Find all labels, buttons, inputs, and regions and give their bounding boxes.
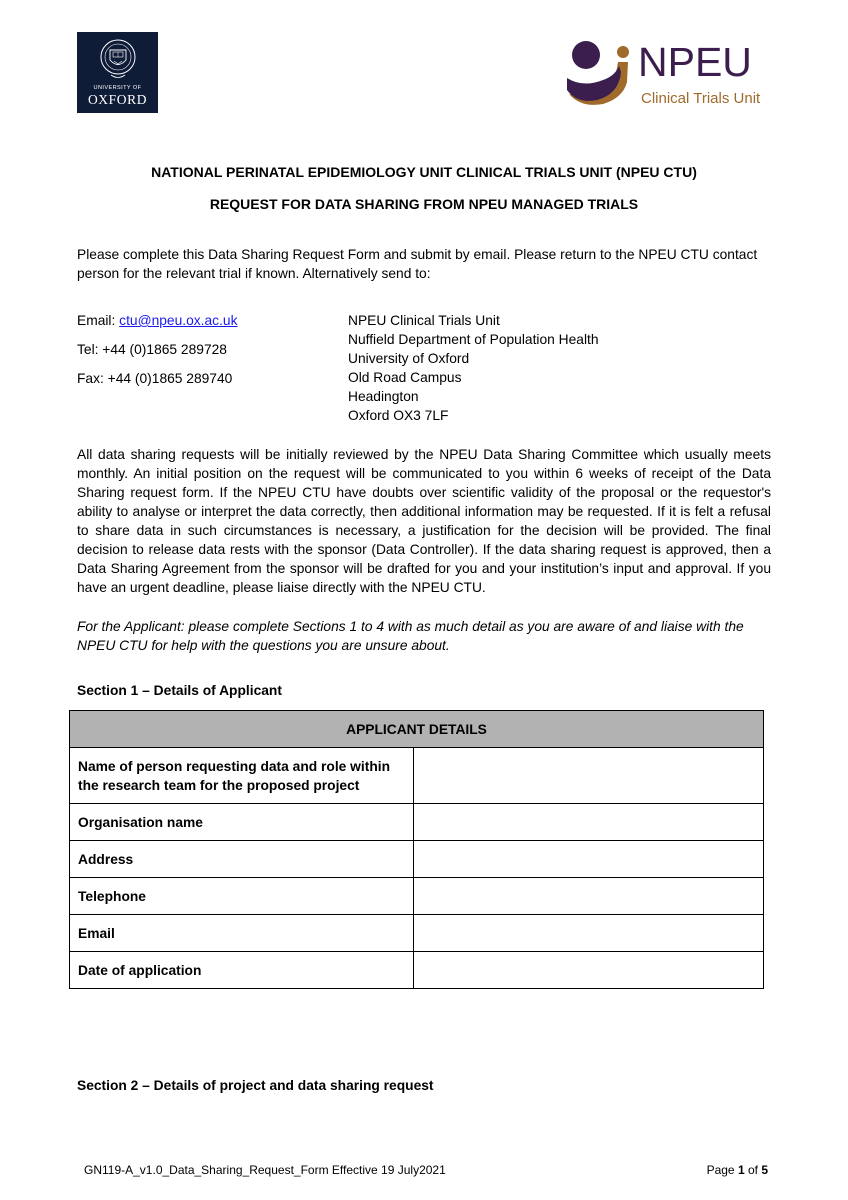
contact-details bbox=[77, 311, 238, 398]
table-row bbox=[70, 952, 764, 989]
row-label: Date of application bbox=[70, 952, 414, 989]
row-label: Organisation name bbox=[70, 804, 414, 841]
email-line bbox=[77, 311, 238, 340]
page-total: 5 bbox=[761, 1163, 768, 1177]
page-of: of bbox=[744, 1163, 762, 1177]
section1-heading: Section 1 – Details of Applicant bbox=[77, 683, 282, 698]
row-label: Address bbox=[70, 841, 414, 878]
npeu-logo-subtitle: Clinical Trials Unit bbox=[641, 90, 761, 107]
address-line: Nuffield Department of Population Health bbox=[348, 332, 599, 347]
name-role-field[interactable] bbox=[414, 748, 764, 804]
row-label: Email bbox=[70, 915, 414, 952]
footer-document-id: GN119-A_v1.0_Data_Sharing_Request_Form Effective 19 July2021 bbox=[84, 1163, 446, 1177]
oxford-logo-line2: OXFORD bbox=[87, 92, 148, 107]
page-current: 1 bbox=[737, 1163, 745, 1177]
npeu-logo-name: NPEU bbox=[638, 39, 752, 85]
address-field[interactable] bbox=[414, 841, 764, 878]
organisation-field[interactable] bbox=[414, 804, 764, 841]
section2-heading: Section 2 – Details of project and data sharing request bbox=[77, 1078, 434, 1093]
row-label: Telephone bbox=[70, 878, 414, 915]
email-link[interactable]: ctu@npeu.ox.ac.uk bbox=[119, 313, 238, 328]
npeu-logo bbox=[563, 38, 763, 110]
date-field[interactable] bbox=[414, 952, 764, 989]
table-row bbox=[70, 915, 764, 952]
row-label: Name of person requesting data and role within the research team for the proposed project bbox=[70, 748, 414, 804]
fax-line: Fax: +44 (0)1865 289740 bbox=[77, 371, 233, 386]
table-row bbox=[70, 804, 764, 841]
policy-paragraph: All data sharing requests will be initially reviewed by the NPEU Data Sharing Committee which usually meets monthly. An initial position on the request will be communicated to you within 6 weeks of receipt of the Data Sharing request form. If the NPEU CTU have doubts over scientific validity of the proposal or the requestor's ability to analyse or interpret the data correctly, then additional information may be requested. If it is felt a refusal to share data in such circumstances is necessary, a justification for the decision will be provided. The final decision to release data rests with the sponsor (Data Controller). If the data sharing request is approved, then a Data Sharing Agreement from the sponsor will be drafted for you and your institution’s input and approval. If you have an urgent deadline, please liaise directly with the NPEU CTU. bbox=[77, 447, 771, 595]
document-title: NATIONAL PERINATAL EPIDEMIOLOGY UNIT CLINICAL TRIALS UNIT (NPEU CTU) bbox=[151, 164, 697, 180]
email-label: Email: bbox=[77, 313, 120, 328]
address-line: University of Oxford bbox=[348, 351, 470, 366]
document-subtitle: REQUEST FOR DATA SHARING FROM NPEU MANAGED TRIALS bbox=[209, 196, 639, 212]
telephone-field[interactable] bbox=[414, 878, 764, 915]
page-prefix: Page bbox=[706, 1163, 738, 1177]
tel-line: Tel: +44 (0)1865 289728 bbox=[77, 342, 227, 357]
address-line: Headington bbox=[348, 389, 419, 404]
address-line: Old Road Campus bbox=[348, 370, 462, 385]
address-line: NPEU Clinical Trials Unit bbox=[348, 313, 500, 328]
oxford-logo-line1: UNIVERSITY OF bbox=[93, 85, 142, 91]
applicant-details-table bbox=[69, 710, 764, 989]
footer-page-number bbox=[707, 1163, 768, 1177]
npeu-people-icon bbox=[563, 38, 635, 108]
table-row bbox=[70, 841, 764, 878]
oxford-logo bbox=[77, 32, 158, 113]
address-line: Oxford OX3 7LF bbox=[348, 408, 449, 423]
table-row bbox=[70, 748, 764, 804]
email-field[interactable] bbox=[414, 915, 764, 952]
table-header: APPLICANT DETAILS bbox=[70, 711, 764, 748]
applicant-note: For the Applicant: please complete Sections 1 to 4 with as much detail as you are aware of and liaise with the NPEU CTU for help with the questions you are unsure about. bbox=[77, 619, 744, 653]
table-row bbox=[70, 878, 764, 915]
oxford-crest-icon bbox=[99, 38, 137, 82]
intro-paragraph: Please complete this Data Sharing Request Form and submit by email. Please return to the NPEU CTU contact person for the relevant trial if known. Alternatively send to: bbox=[77, 247, 758, 281]
postal-address bbox=[348, 311, 599, 425]
